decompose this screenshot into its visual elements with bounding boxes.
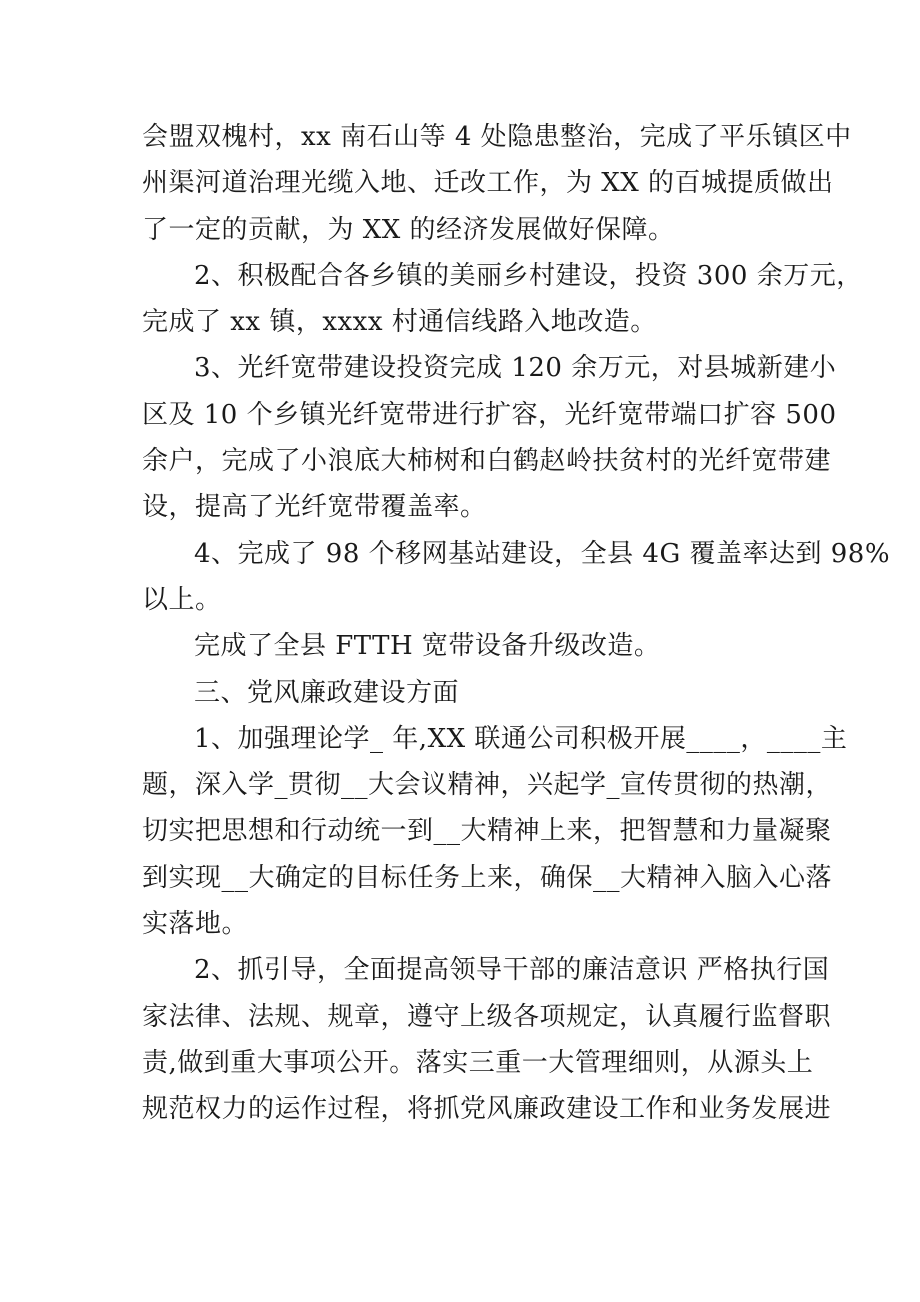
text-line: 区及 10 个乡镇光纤宽带进行扩容，光纤宽带端口扩容 500 [142, 399, 837, 430]
text-line: 余户，完成了小浪底大柿树和白鹤赵岭扶贫村的光纤宽带建 [142, 446, 832, 477]
text-line: 1、加强理论学_ 年,XX 联通公司积极开展____，____主 [194, 723, 848, 754]
text-line: 实落地。 [142, 909, 249, 940]
text-line: 4、完成了 98 个移网基站建设，全县 4G 覆盖率达到 98% [194, 538, 891, 569]
text-line: 完成了全县 FTTH 宽带设备升级改造。 [194, 631, 661, 662]
text-line: 责,做到重大事项公开。落实三重一大管理细则，从源头上 [142, 1047, 814, 1078]
text-line: 规范权力的运作过程，将抓党风廉政建设工作和业务发展进 [142, 1094, 832, 1125]
text-line: 2、抓引导，全面提高领导干部的廉洁意识 严格执行国 [194, 955, 830, 986]
text-line: 到实现__大确定的目标任务上来，确保__大精神入脑入心落 [142, 862, 833, 893]
text-line: 会盟双槐村，xx 南石山等 4 处隐患整治，完成了平乐镇区中 [142, 122, 852, 152]
section-heading: 三、党风廉政建设方面 [194, 677, 460, 708]
text-line: 3、光纤宽带建设投资完成 120 余万元，对县城新建小 [194, 353, 837, 384]
text-line: 切实把思想和行动统一到__大精神上来，把智慧和力量凝聚 [142, 816, 832, 847]
text-line: 完成了 xx 镇，xxxx 村通信线路入地改造。 [142, 307, 657, 338]
text-line: 了一定的贡献，为 XX 的经济发展做好保障。 [142, 214, 675, 245]
text-line: 题，深入学_贯彻__大会议精神，兴起学_宣传贯彻的热潮， [142, 770, 833, 801]
text-line: 家法律、法规、规章，遵守上级各项规定，认真履行监督职 [142, 1001, 832, 1032]
text-line: 州渠河道治理光缆入地、迁改工作，为 XX 的百城提质做出 [142, 168, 834, 199]
text-line: 2、积极配合各乡镇的美丽乡村建设，投资 300 余万元， [194, 260, 863, 291]
document-body [142, 114, 891, 1133]
text-line: 设，提高了光纤宽带覆盖率。 [142, 492, 487, 523]
text-line: 以上。 [142, 584, 222, 615]
